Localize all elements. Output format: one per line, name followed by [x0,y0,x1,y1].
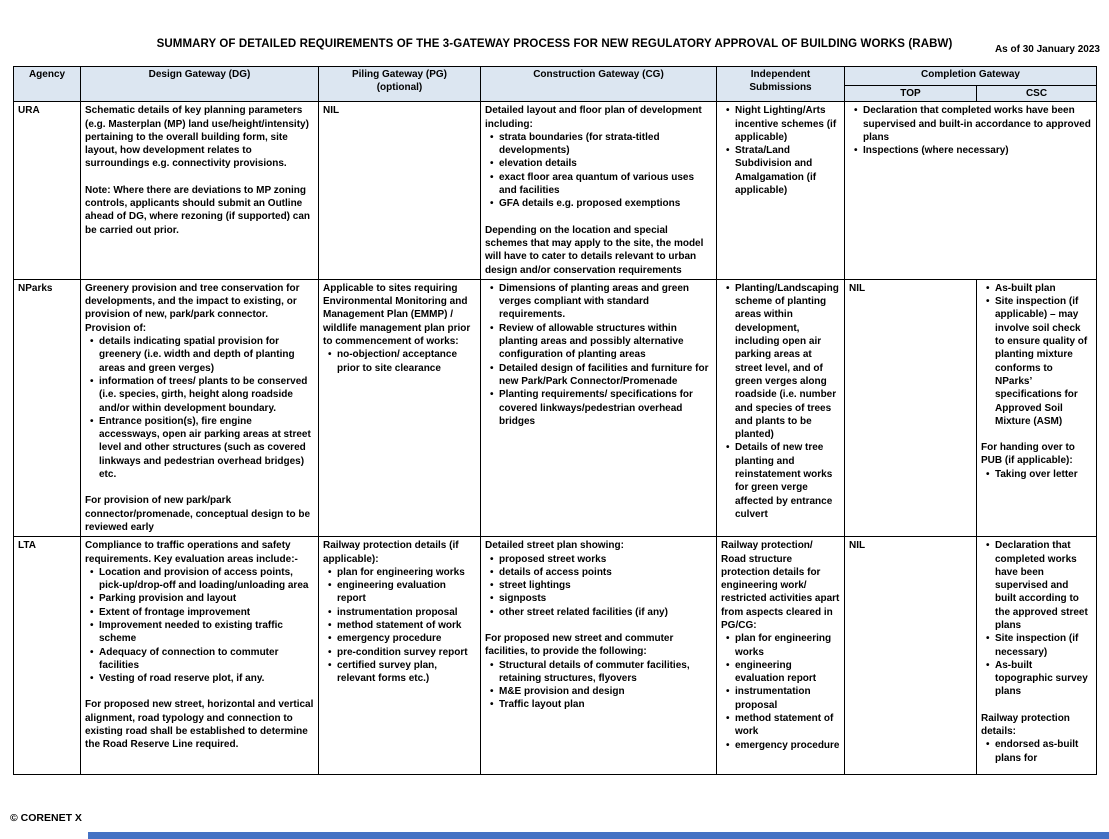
cell-ura-agency: URA [14,102,81,280]
cell-ura-construction-gateway: Detailed layout and floor plan of development including: • strata boundaries (for strata-titled developments) • elevation details • exact floor area quantum of various uses and facilities • GFA details e.g. proposed exemptions Depending on the location and special schemes that may apply to the site, the model will have to cater to details relevant to urban design and/or conservation requirements [481,102,717,280]
header-piling-gateway-line1: Piling Gateway (PG) [351,69,448,80]
page-title: SUMMARY OF DETAILED REQUIREMENTS OF THE 3-GATEWAY PROCESS FOR NEW REGULATORY APPROVAL OF BUILDING WORKS (RABW) [156,38,953,50]
requirements-table [13,66,1097,775]
as-of-date: As of 30 January 2023 [994,44,1100,55]
header-completion-gateway: Completion Gateway [845,67,1097,86]
table-row-nparks [14,279,1097,536]
header-top: TOP [845,86,977,102]
header-piling-gateway [319,67,481,102]
cell-nparks-agency: NParks [14,279,81,536]
cell-lta-construction-gateway: Detailed street plan showing: • proposed street works • details of access points • street lightings • signposts • other street related facilities (if any) For proposed new street and commuter facilities, to provide the following: • Structural details of commuter facilities, retaining structures, flyovers • M&E provision and design • Traffic layout plan [481,537,717,775]
header-agency: Agency [14,67,81,102]
table-row-ura [14,102,1097,280]
cell-nparks-construction-gateway: • Dimensions of planting areas and green verges compliant with standard requirements. • Review of allowable structures within planting areas and possibly alternative configuration of planting areas • Detailed design of facilities and furniture for new Park/Park Connector/Promenade • Planting requirements/ specifications for covered linkways/pedestrian overhead bridges [481,279,717,536]
cell-nparks-piling-gateway: Applicable to sites requiring Environmental Monitoring and Management Plan (EMMP) / wildlife management plan prior to commencement of works: • no-objection/ acceptance prior to site clearance [319,279,481,536]
header-construction-gateway: Construction Gateway (CG) [481,67,717,102]
cell-lta-csc: • Declaration that completed works have been supervised and built according to the approved street plans • Site inspection (if necessary) • As-built topographic survey plans Railway protection details: • endorsed as-built plans for [977,537,1097,775]
cell-nparks-independent-submissions: • Planting/Landscaping scheme of planting areas within development, including open air parking areas at street level, and of green verges along roadside (i.e. number and species of trees and plants to be planted) • Details of new tree planting and reinstatement works for green verge affected by entrance culvert [717,279,845,536]
cell-nparks-design-gateway: Greenery provision and tree conservation for developments, and the impact to existing, or provision of new, park/park connector. Provision of: • details indicating spatial provision for greenery (i.e. width and depth of planting areas and green verges) • information of trees/ plants to be conserved (i.e. species, girth, height along roadside and/or within development boundary. • Entrance position(s), fire engine accessways, open air parking areas at street level and other structures (such as covered linkways and pedestrian overhead bridges) etc. For provision of new park/park connector/promenade, conceptual design to be reviewed early [81,279,319,536]
cell-nparks-csc: • As-built plan • Site inspection (if applicable) – may involve soil check to ensure quality of planting mixture conforms to NParks’ specifications for Approved Soil Mixture (ASM) For handing over to PUB (if applicable): • Taking over letter [977,279,1097,536]
copyright-footer: © CORENET X [10,812,82,824]
cell-ura-piling-gateway: NIL [319,102,481,280]
cell-ura-completion-gateway: • Declaration that completed works have been supervised and built-in accordance to approved plans • Inspections (where necessary) [845,102,1097,280]
cell-ura-independent-submissions: • Night Lighting/Arts incentive schemes (if applicable) • Strata/Land Subdivision and Amalgamation (if applicable) [717,102,845,280]
cell-lta-top: NIL [845,537,977,775]
cell-lta-agency: LTA [14,537,81,775]
table-row-lta [14,537,1097,775]
header-piling-gateway-line2: (optional) [376,82,423,94]
cell-lta-design-gateway: Compliance to traffic operations and safety requirements. Key evaluation areas include:- • Location and provision of access points, pick-up/drop-off and loading/unloading area • Parking provision and layout • Extent of frontage improvement • Improvement needed to existing traffic scheme • Adequacy of connection to commuter facilities • Vesting of road reserve plot, if any. For proposed new street, horizontal and vertical alignment, road typology and connection to existing road shall be established to determine the Road Reserve Line required. [81,537,319,775]
cell-ura-design-gateway: Schematic details of key planning parameters (e.g. Masterplan (MP) land use/height/intensity) pertaining to the overall building form, site layout, how development relates to surroundings e.g. connectivity provisions. Note: Where there are deviations to MP zoning controls, applicants should submit an Outline ahead of DG, where rezoning (if supported) can be carried out prior. [81,102,319,280]
header-independent-submissions: Independent Submissions [717,67,845,102]
cell-lta-piling-gateway: Railway protection details (if applicable): • plan for engineering works • engineering evaluation report • instrumentation proposal • method statement of work • emergency procedure • pre-condition survey report • certified survey plan, relevant forms etc.) [319,537,481,775]
horizontal-scrollbar[interactable] [88,832,1109,839]
header-csc: CSC [977,86,1097,102]
cell-lta-independent-submissions: Railway protection/ Road structure protection details for engineering work/ restricted activities apart from aspects cleared in PG/CG: • plan for engineering works • engineering evaluation report • instrumentation proposal • method statement of work • emergency procedure [717,537,845,775]
cell-nparks-top: NIL [845,279,977,536]
header-design-gateway: Design Gateway (DG) [81,67,319,102]
